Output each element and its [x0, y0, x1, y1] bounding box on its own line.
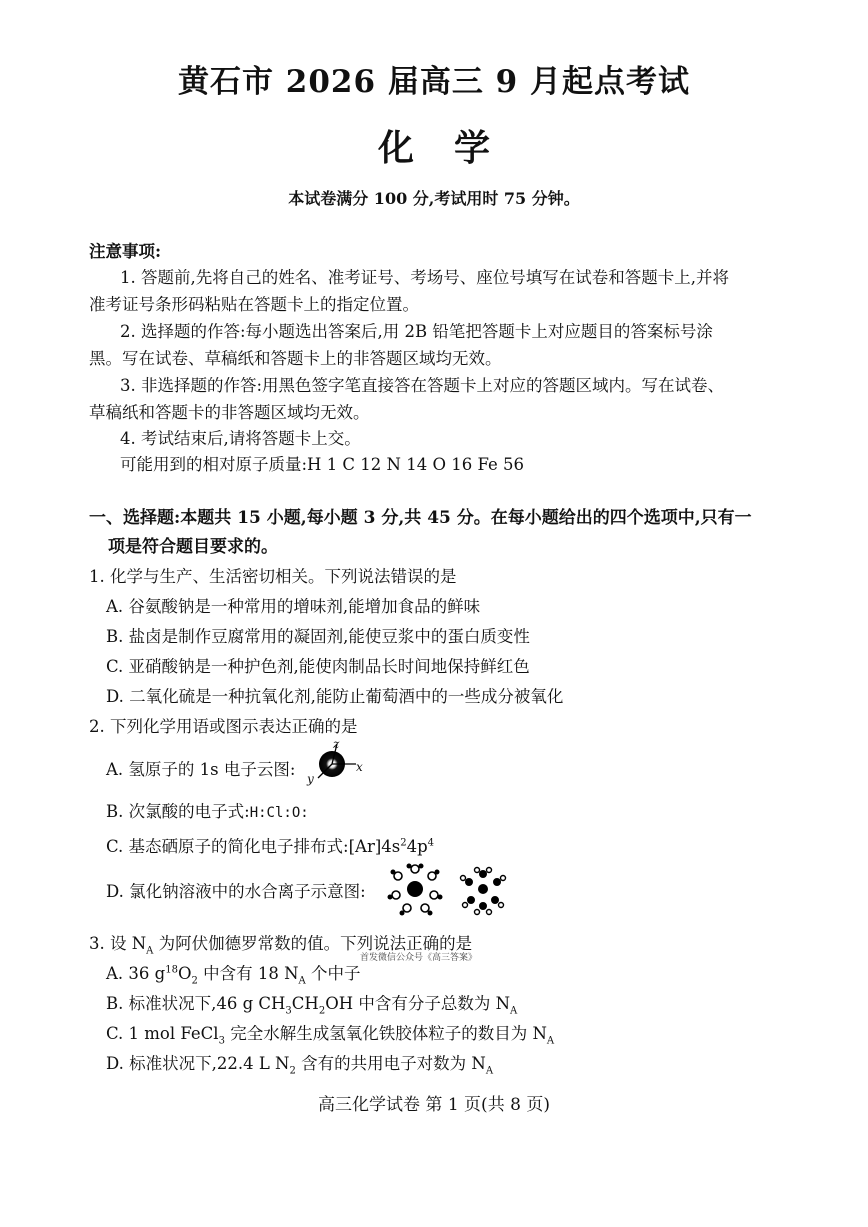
q3-b-sub1: 3 [285, 1005, 292, 1017]
note-3-cont: 草稿纸和答题卡的非答题区域均无效。 [89, 403, 370, 422]
q1-option-c: C. 亚硝酸钠是一种护色剂,能使肉制品长时间地保持鲜红色 [106, 657, 530, 676]
q2-stem: 2. 下列化学用语或图示表达正确的是 [89, 717, 358, 736]
page-footer: 高三化学试卷 第 1 页(共 8 页) [318, 1095, 550, 1115]
q3-b-part3: OH 中含有分子总数为 N [325, 994, 511, 1013]
axis-y-label: y [307, 772, 314, 786]
q3-option-c [106, 1020, 554, 1046]
q3-option-b [106, 990, 517, 1016]
q3-a-sub: 2 [191, 975, 198, 987]
hydrated-ion-diagram [385, 862, 515, 916]
q2-option-c [106, 833, 434, 857]
q3-stem-a: 3. 设 N [89, 934, 147, 953]
q3-d-sub1: 2 [289, 1065, 296, 1077]
q3-b-part2: CH [291, 994, 319, 1013]
q3-c-sub2: A [546, 1035, 555, 1047]
exam-title: 黄石市 2026 届高三 9 月起点考试 [177, 64, 691, 100]
atomic-mass: 可能用到的相对原子质量:H 1 C 12 N 14 O 16 Fe 56 [120, 455, 525, 474]
q2-option-b-text: B. 次氯酸的电子式: [106, 802, 250, 821]
q2-option-c-text: C. 基态硒原子的简化电子排布式:[Ar]4s [106, 837, 401, 856]
notes-heading: 注意事项: [89, 242, 162, 261]
note-1-cont: 准考证号条形码粘贴在答题卡上的指定位置。 [89, 295, 419, 314]
q3-stem-sub: A [146, 945, 154, 957]
note-4: 4. 考试结束后,请将答题卡上交。 [120, 429, 361, 448]
q3-a-sup: 18 [165, 964, 178, 976]
q3-option-d [106, 1050, 493, 1076]
note-3: 3. 非选择题的作答:用黑色签字笔直接答在答题卡上对应的答题区域内。写在试卷、 [120, 376, 725, 395]
q3-d-part1: D. 标准状况下,22.4 L N [106, 1054, 290, 1073]
section-1-heading: 一、选择题:本题共 15 小题,每小题 3 分,共 45 分。在每小题给出的四个选项中,只有一 [89, 508, 752, 528]
q2-option-c-mid: 4p [406, 837, 428, 856]
section-1-heading-cont: 项是符合题目要求的。 [108, 537, 278, 557]
q3-d-part2: 含有的共用电子对数为 N [295, 1054, 486, 1073]
watermark-text: 首发微信公众号《高三答案》 [360, 953, 478, 963]
axis-z-label: z [333, 737, 340, 751]
subject-title: 化学 [377, 127, 530, 169]
q2-option-a: A. 氢原子的 1s 电子云图: [106, 760, 296, 779]
q3-c-part2: 完全水解生成氢氧化铁胶体粒子的数目为 N [224, 1024, 547, 1043]
note-2: 2. 选择题的作答:每小题选出答案后,用 2B 铅笔把答题卡上对应题目的答案标号涂 [120, 322, 713, 341]
hclo-electron-formula: H:Cl:O: [249, 805, 309, 821]
q2-option-c-sup2: 4 [427, 837, 435, 849]
q1-option-d: D. 二氧化硫是一种抗氧化剂,能防止葡萄酒中的一些成分被氧化 [106, 687, 564, 706]
q3-a-part4: 个中子 [305, 964, 361, 983]
exam-info: 本试卷满分 100 分,考试用时 75 分钟。 [288, 189, 580, 208]
q1-option-a: A. 谷氨酸钠是一种常用的增味剂,能增加食品的鲜味 [106, 597, 481, 616]
q3-d-sub2: A [485, 1065, 494, 1077]
note-1: 1. 答题前,先将自己的姓名、准考证号、考场号、座位号填写在试卷和答题卡上,并将 [120, 268, 729, 287]
q2-option-d: D. 氯化钠溶液中的水合离子示意图: [106, 882, 366, 901]
q3-b-part1: B. 标准状况下,46 g CH [106, 994, 286, 1013]
q2-option-b [106, 798, 309, 822]
q1-stem: 1. 化学与生产、生活密切相关。下列说法错误的是 [89, 567, 457, 586]
q1-option-b: B. 盐卤是制作豆腐常用的凝固剂,能使豆浆中的蛋白质变性 [106, 627, 530, 646]
q3-option-a [106, 960, 361, 986]
q3-b-sub3: A [510, 1005, 518, 1017]
note-2-cont: 黑。写在试卷、草稿纸和答题卡上的非答题区域均无效。 [89, 349, 502, 368]
q3-stem-b: 为阿伏伽德罗常数的值。下列说法正确的是 [153, 934, 473, 953]
q3-c-part1: C. 1 mol FeCl [106, 1024, 219, 1043]
q3-a-part3: 中含有 18 N [197, 964, 299, 983]
q3-a-sub2: A [298, 975, 306, 987]
q2-option-c-sup1: 2 [400, 837, 407, 849]
q3-a-part1: A. 36 g [106, 964, 166, 983]
q3-a-part2: O [177, 964, 192, 983]
axis-x-label: x [356, 760, 363, 774]
q3-b-sub2: 2 [318, 1005, 326, 1017]
q3-c-sub1: 3 [218, 1035, 225, 1047]
